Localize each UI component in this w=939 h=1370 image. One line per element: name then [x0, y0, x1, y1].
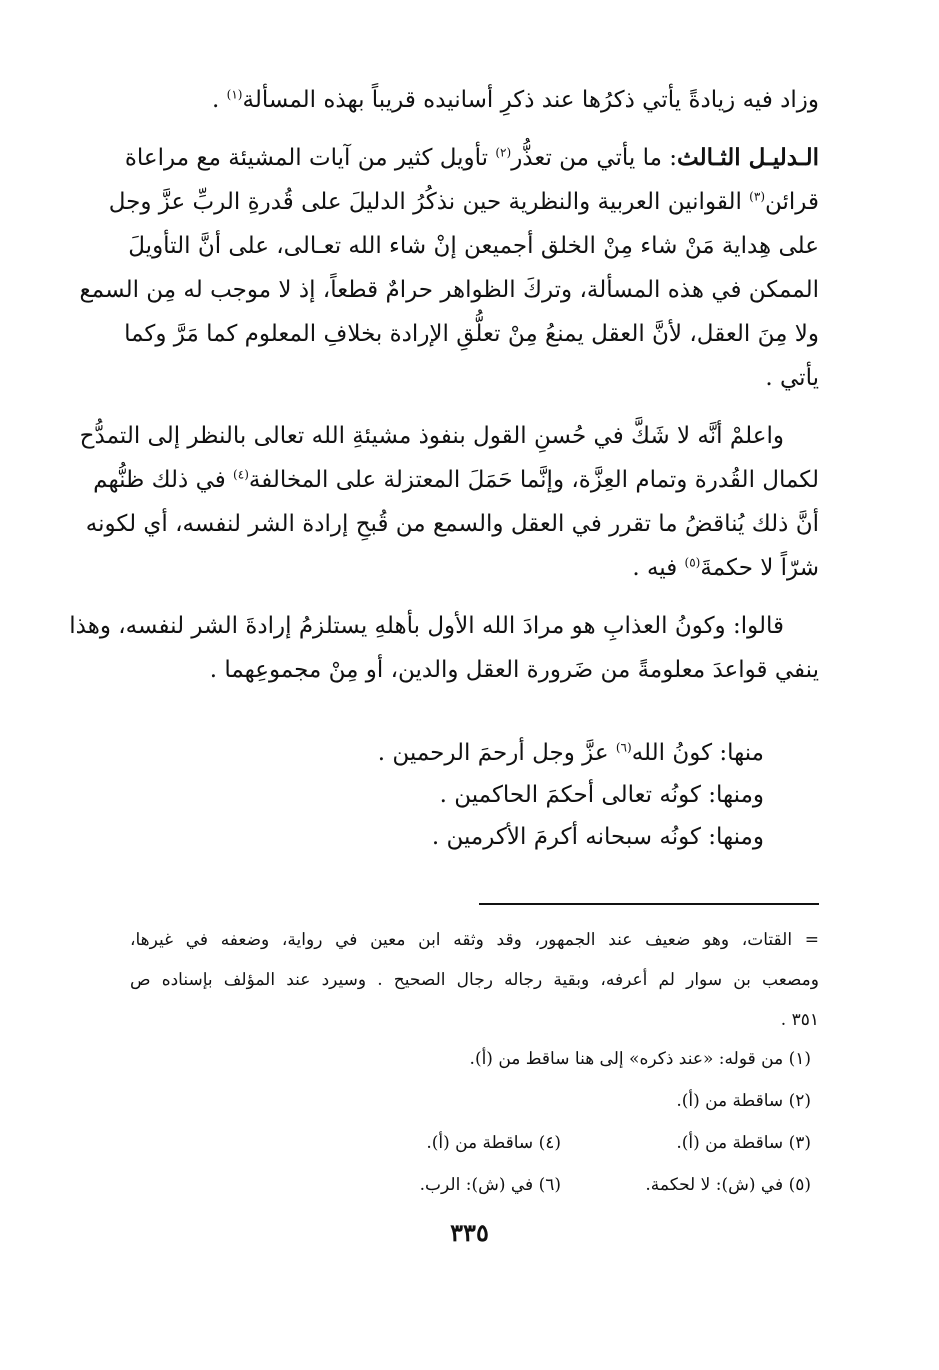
main-text — [69, 78, 819, 692]
footnote-ref-2: (٢) — [495, 145, 512, 160]
section-heading: الـدليـل الثـالث — [677, 144, 819, 171]
text-span: شرّاً لا حكمةَ — [700, 555, 819, 581]
paragraph-3-line-4 — [130, 546, 819, 590]
text-span: : ما يأتي من تعذُّر — [511, 145, 677, 171]
text-span: القوانين العربية والنظرية حين نذكُرُ الدليلَ على قُدرةِ الربِّ عزَّ وجل — [108, 189, 750, 215]
text-span: في ذلك ظنُّهم — [93, 467, 234, 493]
list-item: ومنها: كونُه تعالى أحكمَ الحاكمين . — [439, 782, 764, 808]
paragraph-3-line-2 — [93, 458, 819, 502]
text-span: قرائن — [765, 189, 819, 215]
paragraph-2-line-5: ولا مِنَ العقل، لأنَّ العقل يمنعُ مِنْ تعلُّقِ الإرادة بخلافِ المعلوم كما مَرَّ وكما — [124, 321, 819, 347]
footnotes — [311, 1038, 811, 1206]
text-span: لكمال القُدرة وتمام العِزَّة، وإنَّما حَمَلَ المعتزلة على المخالفة — [248, 467, 819, 493]
note-line-3: ٣٥١ . — [780, 1010, 819, 1030]
paragraph-4-line-1: قالوا: وكونُ العذابِ هو مرادَ الله الأول بأهلهِ يستلزمُ إرادةَ الشر لنفسه، وهذا — [69, 613, 784, 639]
paragraph-gap — [130, 122, 819, 136]
footnote-ref-1: (١) — [226, 87, 243, 102]
list-item — [378, 732, 764, 774]
footnote-ref-6: (٦) — [615, 740, 632, 755]
qualities-list — [378, 732, 764, 858]
note-line-2: ومصعب بن سوار لم أعرفه، وبقية رجاله رجال الصحيح . وسيرد عند المؤلف بإسناده ص — [130, 970, 819, 990]
page-number: ٣٣٥ — [450, 1218, 489, 1247]
footnote-ref-4: (٤) — [233, 467, 249, 482]
list-item: ومنها: كونُه سبحانه أكرمَ الأكرمين . — [431, 824, 764, 850]
paragraph-4-line-2: ينفي قواعدَ معلومةً من ضَرورة العقل والدين، أو مِنْ مجموعِهما . — [209, 657, 819, 683]
footnote-row — [311, 1164, 811, 1206]
text-span: فيه . — [632, 555, 685, 581]
paragraph-1-line-1 — [130, 78, 819, 122]
paragraph-3-line-1: واعلمْ أنَّه لا شَكَّ في حُسنِ القول بنفوذ مشيئةِ الله تعالى بالنظر إلى التمدُّح — [79, 423, 784, 449]
text-span: منها: كونُ الله — [631, 740, 764, 766]
text-span: . — [212, 87, 227, 113]
footnote-5: (٥) في (ش): لا لحكمة. — [645, 1175, 811, 1195]
footnote-1: (١) من قوله: «عند ذكره» إلى هنا ساقط من (أ). — [469, 1049, 811, 1069]
footnote-2: (٢) ساقطة من (أ). — [676, 1091, 811, 1111]
note-line-1: = القتات، وهو ضعيف عند الجمهور، وقد وثقه ابن معين في رواية، وضعفه في غيرها، — [130, 930, 819, 950]
footnote-separator — [479, 903, 819, 905]
footnote-row — [311, 1080, 811, 1122]
paragraph-2-line-2 — [108, 180, 819, 224]
paragraph-2-line-1 — [124, 136, 819, 180]
footnote-3: (٣) ساقطة من (أ). — [676, 1133, 811, 1153]
paragraph-gap — [130, 400, 819, 414]
text-span: تأويل كثير من آيات المشيئة مع مراعاة — [124, 145, 496, 171]
paragraph-2-line-4: الممكن في هذه المسألة، وتركَ الظواهر حرامٌ قطعاً، إذ لا موجب له مِن السمع — [79, 277, 819, 303]
text-span: وزاد فيه زيادةً يأتي ذكرُها عند ذكرِ أسانيده قريباً بهذه المسألة — [242, 87, 819, 113]
footnote-row — [311, 1122, 811, 1164]
footnote-ref-5: (٥) — [684, 555, 701, 570]
footnote-ref-3: (٣) — [749, 189, 765, 204]
footnote-row — [311, 1038, 811, 1080]
paragraph-2-line-3: على هِداية مَنْ شاء مِنْ الخلق أجميعن إنْ شاء الله تعـالى، على أنَّ التأويلَ — [128, 233, 819, 259]
footnote-4: (٤) ساقطة من (أ). — [426, 1133, 561, 1153]
text-span: عزَّ وجل أرحمَ الرحمين . — [377, 740, 616, 766]
continued-note — [130, 920, 819, 1040]
paragraph-gap — [130, 590, 819, 604]
footnote-6: (٦) في (ش): الرب. — [419, 1175, 561, 1195]
paragraph-2-line-6: يأتي . — [765, 365, 819, 391]
paragraph-3-line-3: أنَّ ذلك يُناقضُ ما تقرر في العقل والسمع من قُبحِ إرادة الشر لنفسه، أي لكونه — [85, 511, 819, 537]
